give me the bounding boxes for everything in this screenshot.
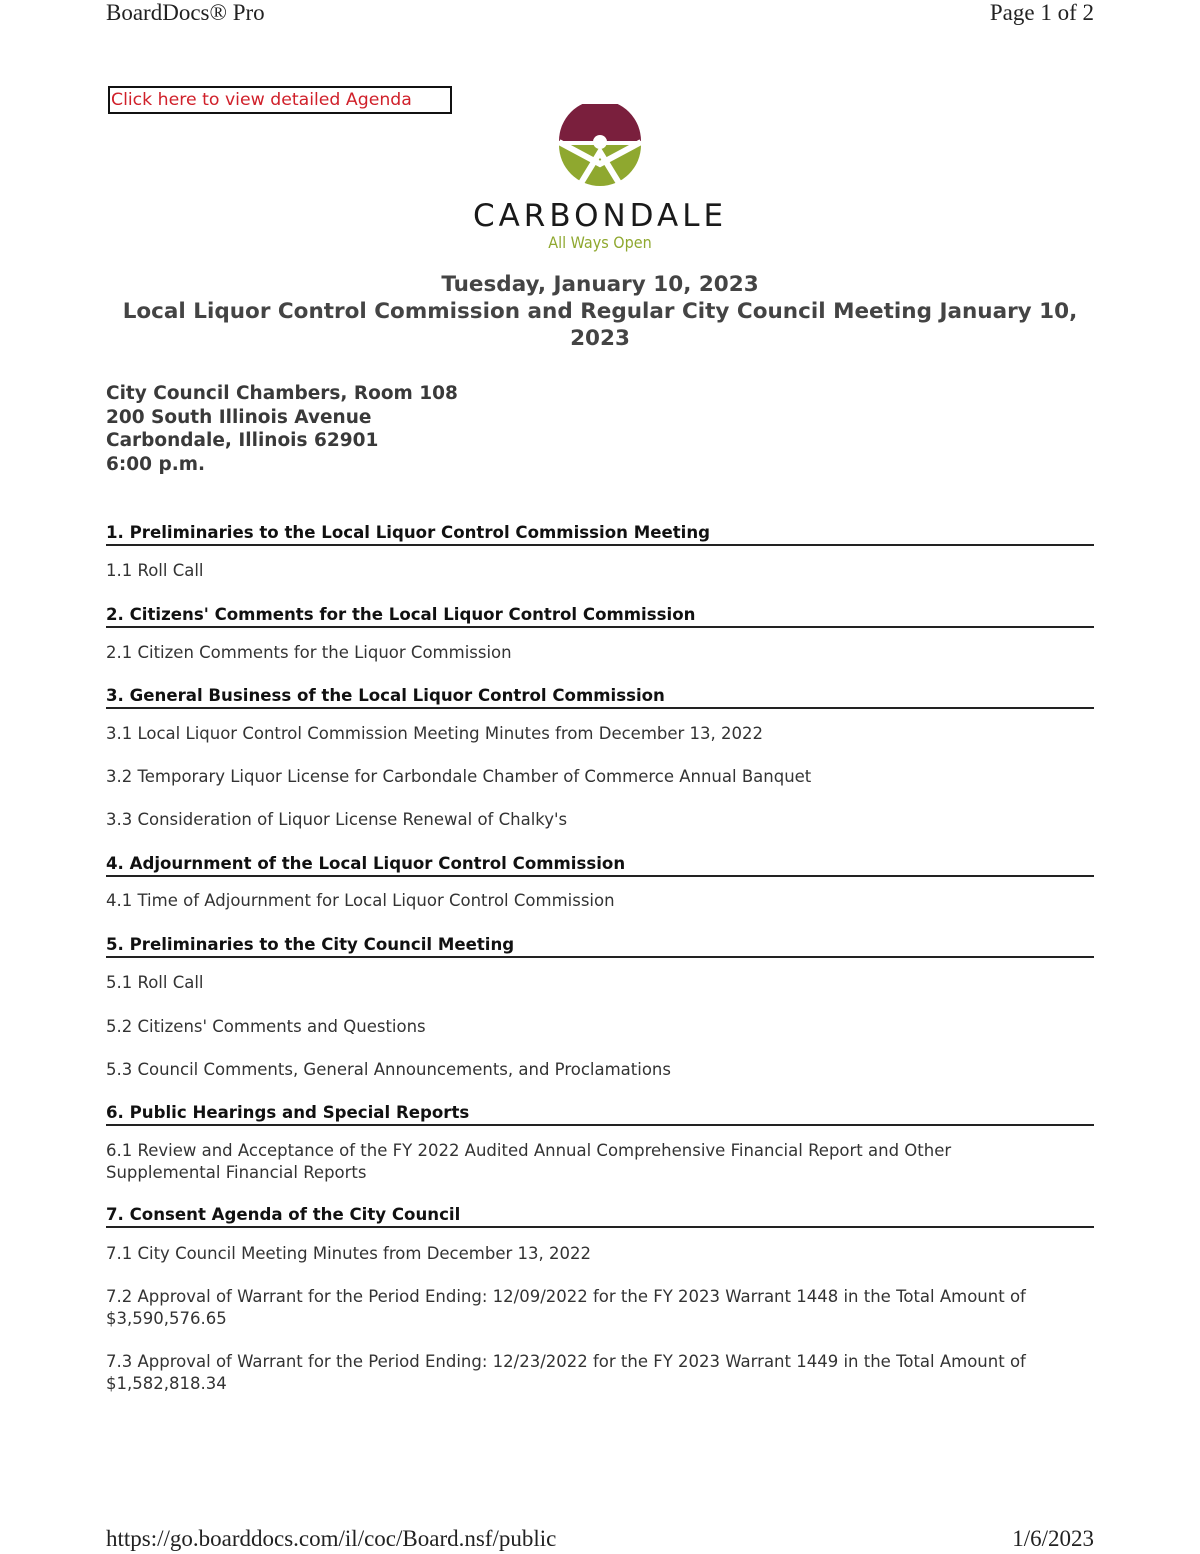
location-street: 200 South Illinois Avenue: [106, 406, 372, 428]
agenda-item[interactable]: 1.1 Roll Call: [106, 561, 204, 580]
section-heading: 6. Public Hearings and Special Reports: [106, 1102, 1094, 1126]
section-heading: 5. Preliminaries to the City Council Meeting: [106, 934, 1094, 958]
agenda-item[interactable]: 7.1 City Council Meeting Minutes from December 13, 2022: [106, 1244, 591, 1263]
agenda-item[interactable]: 3.3 Consideration of Liquor License Renewal of Chalky's: [106, 810, 568, 829]
carbondale-logo-icon: [558, 104, 642, 188]
agenda-item[interactable]: 5.2 Citizens' Comments and Questions: [106, 1017, 426, 1036]
agenda-item[interactable]: 4.1 Time of Adjournment for Local Liquor Control Commission: [106, 891, 615, 910]
section-heading: 3. General Business of the Local Liquor Control Commission: [106, 685, 1094, 709]
location-room: City Council Chambers, Room 108: [106, 383, 458, 404]
footer-date: 1/6/2023: [1012, 1526, 1094, 1551]
section-heading: 4. Adjournment of the Local Liquor Control Commission: [106, 853, 1094, 877]
page-number: Page 1 of 2: [989, 0, 1094, 25]
agenda-item[interactable]: 2.1 Citizen Comments for the Liquor Commission: [106, 643, 512, 662]
footer-url: https://go.boarddocs.com/il/coc/Board.nsf/public: [106, 1526, 557, 1551]
meeting-time: 6:00 p.m.: [106, 453, 206, 475]
logo-wordmark: CARBONDALE: [472, 198, 728, 234]
section-heading: 1. Preliminaries to the Local Liquor Control Commission Meeting: [106, 522, 1094, 546]
app-name: BoardDocs® Pro: [106, 0, 265, 25]
section-heading: 7. Consent Agenda of the City Council: [106, 1204, 1094, 1228]
section-heading: 2. Citizens' Comments for the Local Liquor Control Commission: [106, 604, 1094, 628]
meeting-date: Tuesday, January 10, 2023: [441, 272, 759, 297]
detailed-agenda-link[interactable]: Click here to view detailed Agenda: [108, 86, 452, 114]
agenda-item[interactable]: 7.2 Approval of Warrant for the Period Ending: 12/09/2022 for the FY 2023 Warrant 1448 in the Total Amount of $3,590,576.65: [106, 1287, 1026, 1328]
agenda-item[interactable]: 7.3 Approval of Warrant for the Period Ending: 12/23/2022 for the FY 2023 Warrant 1449 in the Total Amount of $1,582,818.34: [106, 1352, 1026, 1393]
agenda-item[interactable]: 5.1 Roll Call: [106, 973, 204, 992]
meeting-location: [106, 382, 458, 476]
location-city: Carbondale, Illinois 62901: [106, 430, 379, 451]
meeting-title-line1: Local Liquor Control Commission and Regular City Council Meeting January 10,: [122, 299, 1078, 324]
agenda-item[interactable]: 3.1 Local Liquor Control Commission Meeting Minutes from December 13, 2022: [106, 724, 764, 743]
agenda-item[interactable]: 3.2 Temporary Liquor License for Carbondale Chamber of Commerce Annual Banquet: [106, 767, 812, 786]
agenda-item[interactable]: 5.3 Council Comments, General Announcements, and Proclamations: [106, 1060, 671, 1079]
meeting-title-line2: 2023: [570, 326, 630, 351]
agenda-item[interactable]: 6.1 Review and Acceptance of the FY 2022 Audited Annual Comprehensive Financial Report and Other Supplemental Financial Reports: [106, 1141, 952, 1182]
logo-tagline: All Ways Open: [548, 233, 652, 252]
